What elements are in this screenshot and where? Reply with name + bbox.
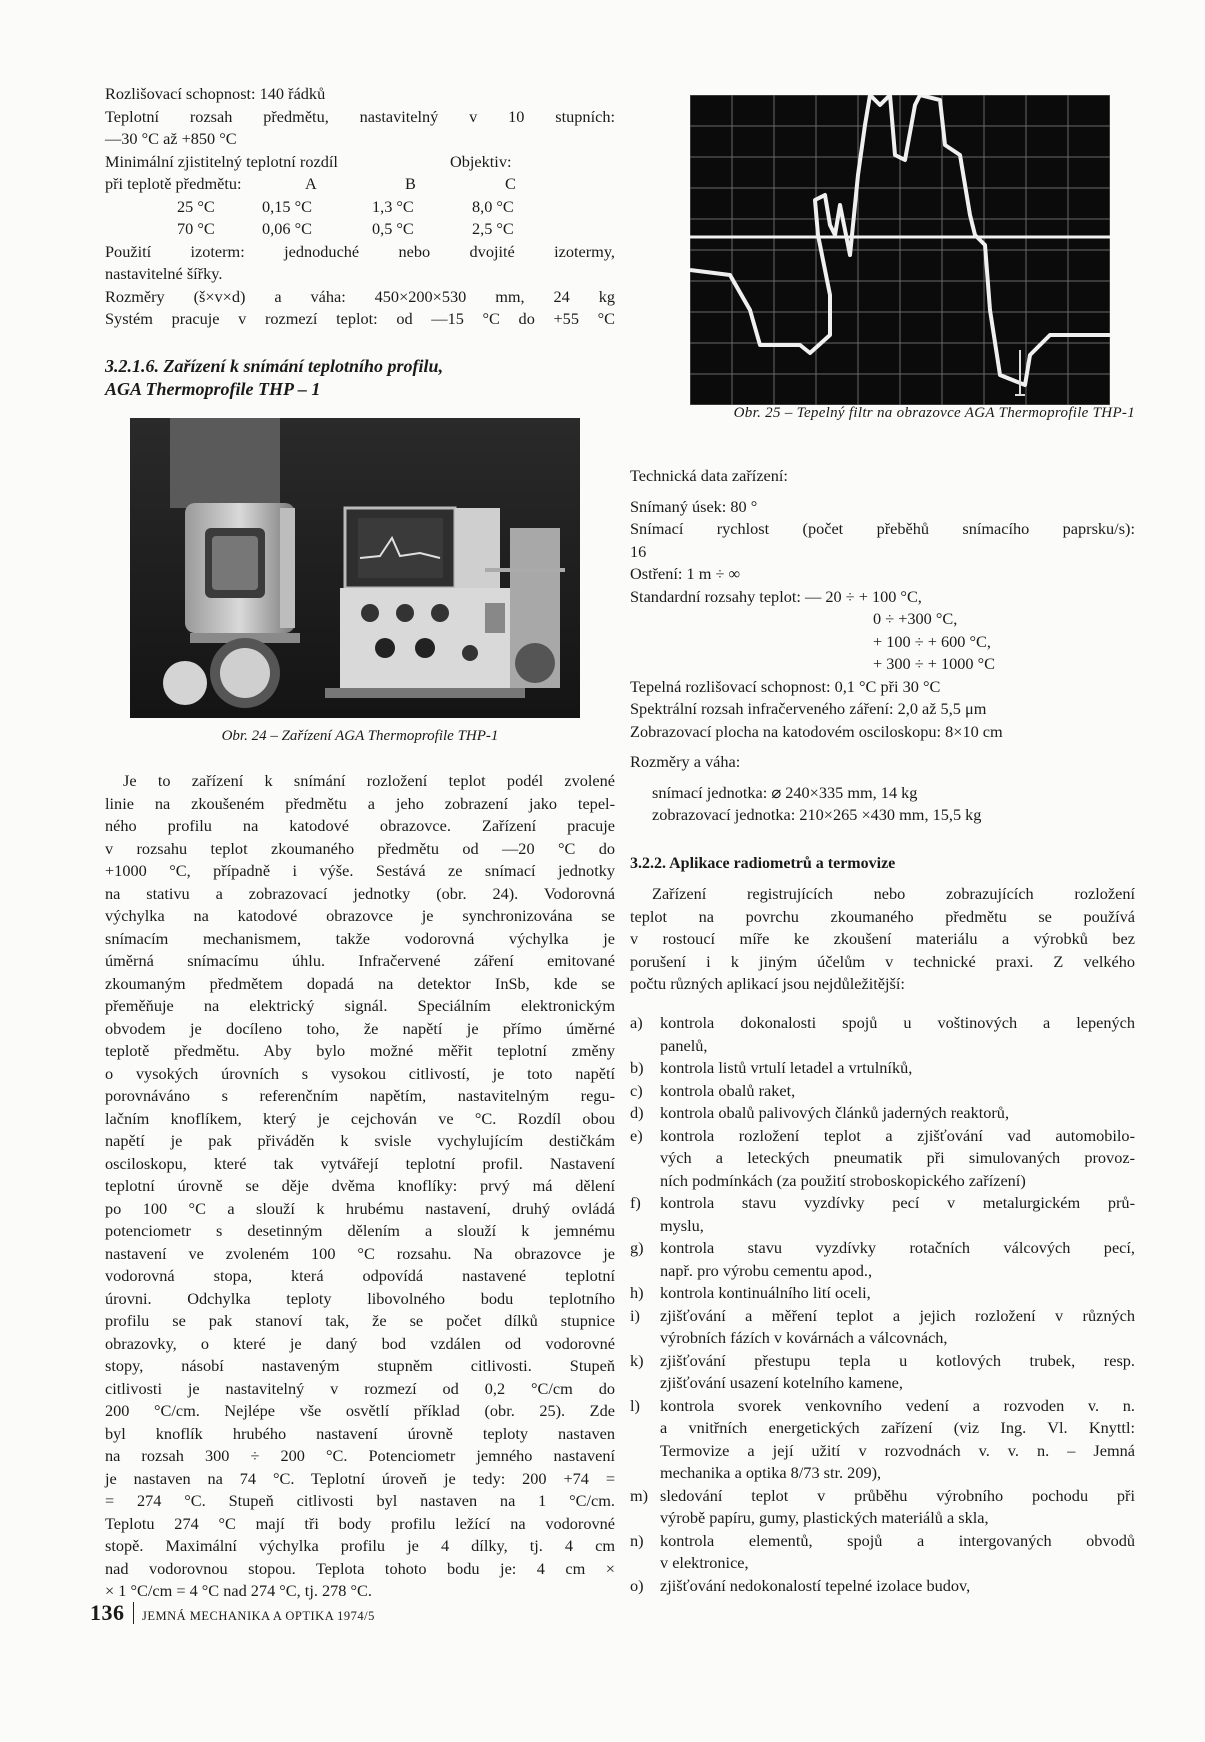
item-text-line: ních podmínkách (za použití stroboskopického zařízení): [660, 1170, 1026, 1190]
item-text-line: v elektronice,: [660, 1553, 749, 1572]
body-line: zkoumaným předmětem dopadá na detektor InSb, kde se: [105, 973, 615, 993]
apps-intro-line: v rostoucí míře ke zkoušení materiálu a výrobků bez: [630, 929, 1135, 948]
spec-line: Použití izoterm: jednoduché nebo dvojité izotermy,: [105, 241, 615, 261]
item-label: b): [630, 1058, 644, 1077]
item-label: d): [630, 1103, 644, 1122]
item-label: a): [630, 1013, 643, 1032]
application-item: [630, 1080, 1135, 1103]
body-line: nastavení ve zvoleném 100 °C rozsahu. Na obrazovce je: [105, 1243, 615, 1263]
item-text-line: zjišťování nedokonalostí tepelné izolace budov,: [660, 1575, 971, 1595]
tech-line: Standardní rozsahy teplot: — 20 ÷ + 100 °C,: [630, 586, 922, 606]
body-line: teplotní úrovně se děje dvěma knoflíky: prvý má dělení: [105, 1176, 615, 1195]
body-line: napětí je pak přiváděn k svisle vychylujícím destičkám: [105, 1131, 615, 1150]
row-temp: 70 °C: [177, 219, 215, 238]
min-diff-label: Minimální zjistitelný teplotní rozdíl: [105, 151, 338, 171]
figure-24-caption: Obr. 24 – Zařízení AGA Thermoprofile THP-1: [221, 728, 499, 744]
journal-name: JEMNÁ MECHANIKA A OPTIKA 1974/5: [142, 1609, 375, 1623]
tech-line: Snímací rychlost (počet přeběhů snímacího paprsku/s):: [630, 519, 1135, 538]
equipment-photo: [130, 418, 580, 718]
body-line: = 274 °C. Stupeň citlivosti byl nastaven na 1 °C/cm.: [105, 1491, 615, 1510]
body-line: o vysokých úrovních s vysokou citlivostí, je toto napětí: [105, 1063, 615, 1083]
item-text-line: např. pro výrobu cementu apod.,: [660, 1260, 873, 1280]
item-text-line: kontrola rozložení teplot a zjišťování vad automobilo-: [660, 1125, 1135, 1145]
item-text-line: Termovize a její užití v rozvodnách v. v. n. – Jemná: [660, 1440, 1135, 1460]
body-line: nad vodorovnou stopou. Teplota tohoto bodu je: 4 cm ×: [105, 1558, 615, 1578]
applications-list: [630, 1012, 1135, 1597]
body-line: potenciometr s desetinným dělením a slouží k jemnému: [105, 1221, 615, 1240]
temp-label: při teplotě předmětu:: [105, 174, 242, 193]
item-text-line: zjišťování a měření teplot a jejich rozložení v různých: [660, 1305, 1135, 1325]
item-text-line: kontrola dokonalosti spojů u voštinových a lepených: [660, 1013, 1135, 1032]
item-text-line: sledování teplot v průběhu výrobního pochodu při: [660, 1485, 1135, 1505]
tech-line: 16: [630, 541, 647, 561]
spec-line: Teplotní rozsah předmětu, nastavitelný v 10 stupních:: [105, 106, 615, 126]
application-item: [630, 1575, 1135, 1598]
spec-line: Rozměry (š×v×d) a váha: 450×200×530 mm, 24 kg: [105, 286, 615, 306]
body-line: +1000 °C, případně i výše. Sestává ze snímací jednotky: [105, 861, 615, 880]
row-c: 2,5 °C: [472, 219, 514, 238]
apps-intro-line: počtu různých aplikací jsou nejdůležitější:: [630, 974, 905, 993]
body-line: na rozsah 300 ÷ 200 °C. Potenciometr jemného nastavení: [105, 1446, 615, 1465]
col-header-c: C: [505, 174, 516, 193]
application-item: [630, 1237, 1135, 1282]
item-text-line: panelů,: [660, 1035, 708, 1055]
section-heading-line: 3.2.1.6. Zařízení k snímání teplotního profilu,: [105, 356, 444, 376]
body-line: stopě. Maximální výchylka profilu je 4 dílky, tj. 4 cm: [105, 1536, 615, 1555]
item-label: o): [630, 1575, 644, 1595]
body-line: úměrná snímacímu úhlu. Infračervené záření emitované: [105, 951, 615, 970]
body-line: 200 °C/cm. Nejlépe vše osvětlí příklad (obr. 25). Zde: [105, 1401, 615, 1420]
min-diff-row: [105, 218, 615, 241]
body-line: vodorovná stopa, která odpovídá nastavené teplotní: [105, 1266, 615, 1285]
body-line: Teplotu 274 °C mají tři body profilu ležící na vodorovné: [105, 1513, 615, 1533]
body-text: [105, 770, 615, 1603]
application-item: [630, 1305, 1135, 1350]
application-item: [630, 1350, 1135, 1395]
tech-heading: Technická data zařízení:: [630, 466, 788, 485]
body-line: obvodem je docíleno toho, že napětí je přímo úměrné: [105, 1018, 615, 1038]
tech-line: Tepelná rozlišovací schopnost: 0,1 °C při 30 °C: [630, 676, 941, 696]
dims-line: snímací jednotka: ⌀ 240×335 mm, 14 kg: [652, 782, 918, 802]
item-label: k): [630, 1350, 644, 1370]
body-line: stopy, násobí nastaveným stupněm citlivosti. Stupeň: [105, 1356, 615, 1375]
dims-line: zobrazovací jednotka: 210×265 ×430 mm, 15,5 kg: [652, 805, 982, 824]
col-header-a: A: [305, 174, 317, 193]
body-line: osciloskopu, které tak vytvářejí teplotní profil. Nastavení: [105, 1153, 615, 1173]
min-diff-line: [105, 151, 615, 174]
tech-line: Ostření: 1 m ÷ ∞: [630, 564, 741, 583]
body-line: přeměňuje na elektrický signál. Speciálním elektronickým: [105, 996, 615, 1015]
item-label: n): [630, 1530, 644, 1550]
item-text-line: kontrola stavu vyzdívky pecí v metalurgickém prů-: [660, 1193, 1135, 1212]
footer-divider: [133, 1602, 135, 1624]
body-line: byl knoflík hrubého nastavení úrovně teploty nastaven: [105, 1423, 615, 1443]
body-line: výchylka na katodové obrazovce je synchronizována se: [105, 906, 615, 925]
item-text-line: zjišťování přestupu tepla u kotlových trubek, resp.: [660, 1350, 1135, 1370]
tech-data: [630, 465, 1135, 827]
row-b: 1,3 °C: [372, 196, 414, 216]
row-a: 0,06 °C: [262, 219, 312, 238]
body-line: × 1 °C/cm = 4 °C nad 274 °C, tj. 278 °C.: [105, 1581, 372, 1600]
body-line: na stativu a zobrazovací jednotky (obr. 24). Vodorovná: [105, 883, 615, 903]
section-322-heading: 3.2.2. Aplikace radiometrů a termovize: [630, 855, 896, 872]
figure-25-caption: Obr. 25 – Tepelný filtr na obrazovce AGA Thermoprofile THP-1: [733, 405, 1135, 421]
item-text-line: výrobě papíru, gumy, plastických materiálů a skla,: [660, 1508, 989, 1527]
body-line: snímacím mechanismem, takže vodorovná výchylka je: [105, 928, 615, 948]
row-c: 8,0 °C: [472, 196, 514, 216]
item-text-line: zjišťování usazení kotelního kamene,: [660, 1373, 903, 1392]
application-item: [630, 1192, 1135, 1237]
item-text-line: mechanika a optika 8/73 str. 209),: [660, 1463, 882, 1482]
page-footer: [90, 1598, 375, 1626]
item-text-line: kontrola obalů raket,: [660, 1080, 796, 1100]
item-text-line: a vnitřních energetických zařízení (viz Ing. Vl. Knyttl:: [660, 1418, 1135, 1437]
body-line: obrazovky, o které je daný bod vzdálen od vodorovné: [105, 1333, 615, 1353]
application-item: [630, 1530, 1135, 1575]
min-diff-header-row: [105, 173, 615, 196]
page-number: 136: [90, 1600, 125, 1625]
figure-24-photo: [130, 418, 580, 718]
item-text-line: vých a leteckých pneumatik při simulovaných provoz-: [660, 1148, 1135, 1167]
item-text-line: kontrola svorek venkovního vedení a rozvoden v. n.: [660, 1395, 1135, 1415]
apps-intro-line: teplot na povrchu zkoumaného předmětu se používá: [630, 906, 1135, 926]
row-b: 0,5 °C: [372, 219, 414, 238]
apps-intro-line: Zařízení registrujících nebo zobrazujících rozložení: [652, 884, 1135, 903]
tech-line: Spektrální rozsah infračerveného záření: 2,0 až 5,5 μm: [630, 699, 987, 718]
application-item: [630, 1012, 1135, 1057]
body-line: citlivosti je nastavitelný v rozmezí od 0,2 °C/cm do: [105, 1378, 615, 1398]
body-line: ného profilu na katodové obrazovce. Zařízení pracuje: [105, 816, 615, 835]
item-text-line: myslu,: [660, 1215, 704, 1235]
dims-heading: Rozměry a váha:: [630, 752, 741, 771]
body-line: lačním knoflíkem, který je cejchován ve °C. Rozdíl obou: [105, 1108, 615, 1128]
body-line: Je to zařízení k snímání rozložení teplot podél zvolené: [123, 771, 615, 790]
application-item: [630, 1125, 1135, 1193]
application-item: [630, 1102, 1135, 1125]
row-temp: 25 °C: [177, 196, 215, 216]
tech-line: Snímaný úsek: 80 °: [630, 496, 758, 516]
application-item: [630, 1057, 1135, 1080]
item-text-line: kontrola obalů palivových článků jaderných reaktorů,: [660, 1103, 1010, 1122]
spec-line: Systém pracuje v rozmezí teplot: od —15 °C do +55 °C: [105, 309, 615, 328]
section-heading: [105, 355, 615, 401]
section-heading-line: AGA Thermoprofile THP – 1: [105, 379, 321, 399]
specs-block: [105, 83, 615, 331]
tech-range: 0 ÷ +300 °C,: [873, 609, 958, 628]
body-line: profilu se pak stanoví tak, že se počet dílků stupnice: [105, 1311, 615, 1330]
item-label: l): [630, 1395, 640, 1415]
oscilloscope-trace: [690, 95, 1110, 405]
body-line: je nastaven na 74 °C. Teplotní úroveň je tedy: 200 +74 =: [105, 1468, 615, 1488]
item-text-line: výrobních fázích v kovárnách a válcovnách,: [660, 1328, 948, 1347]
item-label: c): [630, 1080, 643, 1100]
tech-range: + 300 ÷ + 1000 °C: [873, 654, 996, 673]
apps-intro: [630, 883, 1135, 996]
body-line: úrovni. Odchylka teploty libovolného bodu teplotního: [105, 1288, 615, 1308]
item-text-line: kontrola stavu vyzdívky rotačních válcových pecí,: [660, 1238, 1135, 1257]
application-item: [630, 1395, 1135, 1485]
spec-line: nastavitelné šířky.: [105, 264, 223, 283]
item-label: g): [630, 1238, 644, 1257]
body-line: po 100 °C a slouží k hrubému nastavení, druhý ovládá: [105, 1198, 615, 1218]
item-label: h): [630, 1283, 644, 1302]
spec-line: —30 °C až +850 °C: [105, 129, 237, 148]
col-header-b: B: [405, 174, 416, 193]
item-label: m): [630, 1485, 649, 1505]
item-label: f): [630, 1193, 641, 1212]
application-item: [630, 1485, 1135, 1530]
objective-label: Objektiv:: [450, 151, 512, 171]
item-text-line: kontrola elementů, spojů a intergovaných obvodů: [660, 1530, 1135, 1550]
spec-line: Rozlišovací schopnost: 140 řádků: [105, 84, 326, 103]
application-item: [630, 1282, 1135, 1305]
body-line: linie na zkoušeném předmětu a jeho zobrazení jako tepel-: [105, 793, 615, 813]
body-line: teplotě předmětu. Aby bylo možné měřit teplotní změny: [105, 1041, 615, 1060]
item-label: e): [630, 1125, 643, 1145]
item-label: i): [630, 1305, 640, 1325]
figure-25-oscilloscope: [690, 95, 1110, 405]
item-text-line: kontrola listů vrtulí letadel a vrtulníků,: [660, 1058, 913, 1077]
tech-line: Zobrazovací plocha na katodovém osciloskopu: 8×10 cm: [630, 721, 1003, 741]
apps-intro-line: porušení i k jiným účelům v technické praxi. Z velkého: [630, 951, 1135, 971]
body-line: v rozsahu teplot zkoumaného předmětu od —20 °C do: [105, 838, 615, 858]
row-a: 0,15 °C: [262, 196, 312, 216]
item-text-line: kontrola kontinuálního lití oceli,: [660, 1283, 871, 1302]
tech-range: + 100 ÷ + 600 °C,: [873, 631, 991, 651]
min-diff-row: [105, 196, 615, 219]
body-line: porovnáváno s referenčním napětím, nastavitelným regu-: [105, 1086, 615, 1105]
